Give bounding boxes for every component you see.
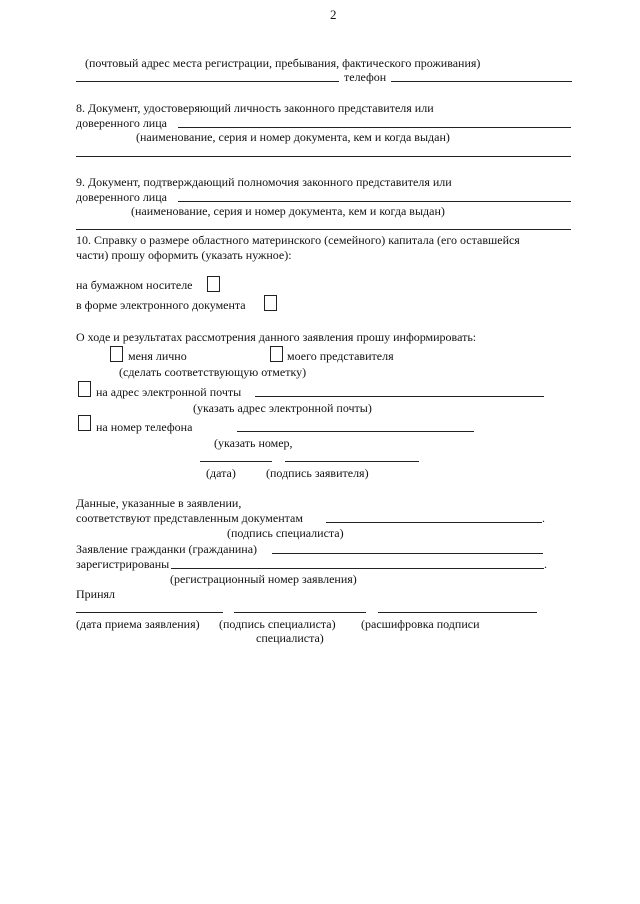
data-line2: соответствуют представленным документам xyxy=(76,511,303,525)
section8-caption: (наименование, серия и номер документа, кем и когда выдан) xyxy=(136,130,450,144)
section10-line1: 10. Справку о размере областного материнского (семейного) капитала (его оставшейся xyxy=(76,233,520,247)
option-paper-checkbox[interactable] xyxy=(207,276,220,292)
period-2: . xyxy=(544,557,547,571)
inform-rep-checkbox[interactable] xyxy=(270,346,283,362)
email-checkbox[interactable] xyxy=(78,381,91,397)
reg-number-caption: (регистрационный номер заявления) xyxy=(170,572,357,586)
specialist-signature-line[interactable] xyxy=(326,522,542,523)
accept-signature-line[interactable] xyxy=(234,612,366,613)
option-electronic-label: в форме электронного документа xyxy=(76,298,246,312)
specialist-signature-caption: (подпись специалиста) xyxy=(227,526,344,540)
applicant-signature-line[interactable] xyxy=(285,461,419,462)
period-1: . xyxy=(542,511,545,525)
inform-me-checkbox[interactable] xyxy=(110,346,123,362)
section9-field-line[interactable] xyxy=(178,201,571,202)
date-field-line[interactable] xyxy=(200,461,272,462)
section9-line2: доверенного лица xyxy=(76,190,167,204)
section9-caption: (наименование, серия и номер документа, кем и когда выдан) xyxy=(131,204,445,218)
inform-heading: О ходе и результатах рассмотрения данного заявления прошу информировать: xyxy=(76,330,477,344)
registered-field-line[interactable] xyxy=(171,568,544,569)
section10-line2: части) прошу оформить (указать нужное): xyxy=(76,248,292,262)
accept-signature-caption: (подпись специалиста) xyxy=(219,617,336,631)
accepted-label: Принял xyxy=(76,587,116,601)
inform-me-label: меня лично xyxy=(128,349,187,363)
phone-field-line[interactable] xyxy=(391,81,572,82)
email-caption: (указать адрес электронной почты) xyxy=(193,401,372,415)
phone-checkbox[interactable] xyxy=(78,415,91,431)
section8-line1: 8. Документ, удостоверяющий личность законного представителя или xyxy=(76,101,434,115)
section8-field-line[interactable] xyxy=(178,127,571,128)
page-number: 2 xyxy=(330,7,337,22)
accept-date-line[interactable] xyxy=(76,612,223,613)
accept-decode-caption: (расшифровка подписи xyxy=(361,617,480,631)
section8-line2: доверенного лица xyxy=(76,116,167,130)
accept-date-caption: (дата приема заявления) xyxy=(76,617,200,631)
option-electronic-checkbox[interactable] xyxy=(264,295,277,311)
section9-line1: 9. Документ, подтверждающий полномочия законного представителя или xyxy=(76,175,452,189)
phone-number-field-line[interactable] xyxy=(237,431,474,432)
address-field-line[interactable] xyxy=(76,81,339,82)
email-label: на адрес электронной почты xyxy=(96,385,242,399)
data-line1: Данные, указанные в заявлении, xyxy=(76,496,242,510)
inform-rep-label: моего представителя xyxy=(287,349,394,363)
phone-option-label: на номер телефона xyxy=(96,420,193,434)
phone-label: телефон xyxy=(344,70,387,84)
statement-field-line[interactable] xyxy=(272,553,543,554)
section9-field-line-2[interactable] xyxy=(76,229,571,230)
applicant-signature-caption: (подпись заявителя) xyxy=(266,466,369,480)
accept-decode-caption-2: специалиста) xyxy=(256,631,324,645)
email-field-line[interactable] xyxy=(255,396,544,397)
section8-field-line-2[interactable] xyxy=(76,156,571,157)
address-caption: (почтовый адрес места регистрации, пребывания, фактического проживания) xyxy=(85,56,481,70)
accept-decode-line[interactable] xyxy=(378,612,537,613)
registered-label: зарегистрированы xyxy=(76,557,170,571)
date-caption: (дата) xyxy=(206,466,236,480)
phone-caption: (указать номер, xyxy=(214,436,293,450)
inform-mark-caption: (сделать соответствующую отметку) xyxy=(119,365,307,379)
option-paper-label: на бумажном носителе xyxy=(76,278,193,292)
statement-label: Заявление гражданки (гражданина) xyxy=(76,542,258,556)
